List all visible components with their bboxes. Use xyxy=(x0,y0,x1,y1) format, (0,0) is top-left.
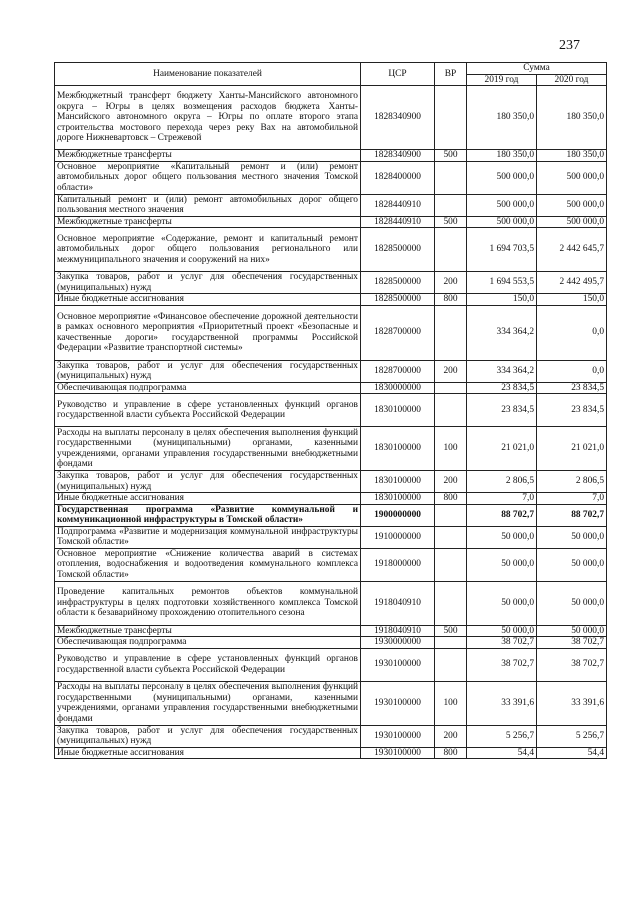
row-sum-2019: 21 021,0 xyxy=(467,427,537,471)
row-sum-2019: 50 000,0 xyxy=(467,625,537,637)
row-sum-2020: 2 442 495,7 xyxy=(537,272,607,294)
table-row xyxy=(55,504,607,526)
row-sum-2020: 23 834,5 xyxy=(537,382,607,394)
table-row xyxy=(55,360,607,382)
row-vr: 800 xyxy=(435,493,467,505)
row-sum-2019: 50 000,0 xyxy=(467,548,537,581)
table-row xyxy=(55,194,607,216)
row-vr xyxy=(435,637,467,649)
row-vr xyxy=(435,228,467,272)
row-csr: 1830100000 xyxy=(361,493,435,505)
row-vr xyxy=(435,394,467,427)
row-sum-2019: 88 702,7 xyxy=(467,504,537,526)
row-sum-2020: 38 702,7 xyxy=(537,648,607,681)
row-vr: 800 xyxy=(435,294,467,306)
header-sum: Сумма xyxy=(467,63,607,75)
row-sum-2020: 5 256,7 xyxy=(537,725,607,747)
table-row xyxy=(55,637,607,649)
row-vr: 100 xyxy=(435,427,467,471)
table-row xyxy=(55,427,607,471)
table-row xyxy=(55,681,607,725)
row-sum-2020: 50 000,0 xyxy=(537,625,607,637)
row-name: Закупка товаров, работ и услуг для обеспечения государственных (муниципальных) нужд xyxy=(55,360,361,382)
row-csr: 1828400000 xyxy=(361,161,435,194)
row-csr: 1930100000 xyxy=(361,681,435,725)
row-csr: 1930100000 xyxy=(361,747,435,759)
row-sum-2020: 500 000,0 xyxy=(537,194,607,216)
row-sum-2019: 38 702,7 xyxy=(467,637,537,649)
row-csr: 1828500000 xyxy=(361,294,435,306)
row-sum-2019: 500 000,0 xyxy=(467,216,537,228)
row-name: Проведение капитальных ремонтов объектов коммунальной инфраструктуры в целях подготовки хозяйственного комплекса Томской области к безаварийному прохождению отопительного сезона xyxy=(55,581,361,625)
row-sum-2020: 2 442 645,7 xyxy=(537,228,607,272)
row-sum-2019: 2 806,5 xyxy=(467,471,537,493)
table-row xyxy=(55,272,607,294)
table-row xyxy=(55,747,607,759)
row-name: Обеспечивающая подпрограмма xyxy=(55,637,361,649)
row-name: Основное мероприятие «Снижение количества аварий в системах отопления, водоснабжения и водоотведения коммунального комплекса Томской области» xyxy=(55,548,361,581)
budget-table xyxy=(54,62,607,759)
row-sum-2019: 150,0 xyxy=(467,294,537,306)
row-name: Расходы на выплаты персоналу в целях обеспечения выполнения функций государственными (муниципальными) органами, казенными учреждениями, органами управления государственными внебюджетными фондами xyxy=(55,427,361,471)
row-csr: 1828340900 xyxy=(361,150,435,162)
table-row xyxy=(55,228,607,272)
row-vr: 500 xyxy=(435,625,467,637)
row-csr: 1830100000 xyxy=(361,471,435,493)
row-vr xyxy=(435,504,467,526)
row-sum-2019: 50 000,0 xyxy=(467,526,537,548)
row-csr: 1828700000 xyxy=(361,305,435,360)
row-sum-2020: 2 806,5 xyxy=(537,471,607,493)
table-row xyxy=(55,725,607,747)
table-row xyxy=(55,394,607,427)
row-csr: 1828700000 xyxy=(361,360,435,382)
row-name: Капитальный ремонт и (или) ремонт автомобильных дорог общего пользования местного значения xyxy=(55,194,361,216)
row-name: Основное мероприятие «Содержание, ремонт и капитальный ремонт автомобильных дорог общего пользования регионального или межмуниципального значения и сооружений на них» xyxy=(55,228,361,272)
row-sum-2019: 180 350,0 xyxy=(467,86,537,150)
row-csr: 1910000000 xyxy=(361,526,435,548)
row-sum-2020: 23 834,5 xyxy=(537,394,607,427)
table-row xyxy=(55,294,607,306)
row-name: Государственная программа «Развитие коммунальной и коммуникационной инфраструктуры в Томской области» xyxy=(55,504,361,526)
row-vr xyxy=(435,526,467,548)
row-sum-2020: 88 702,7 xyxy=(537,504,607,526)
row-sum-2019: 38 702,7 xyxy=(467,648,537,681)
row-sum-2019: 54,4 xyxy=(467,747,537,759)
row-csr: 1930100000 xyxy=(361,648,435,681)
row-vr xyxy=(435,86,467,150)
row-csr: 1828440910 xyxy=(361,194,435,216)
table-row xyxy=(55,526,607,548)
row-csr: 1828440910 xyxy=(361,216,435,228)
row-csr: 1900000000 xyxy=(361,504,435,526)
table-row xyxy=(55,625,607,637)
row-vr: 200 xyxy=(435,272,467,294)
table-row xyxy=(55,216,607,228)
row-csr: 1918000000 xyxy=(361,548,435,581)
table-row xyxy=(55,86,607,150)
table-row xyxy=(55,471,607,493)
row-name: Иные бюджетные ассигнования xyxy=(55,493,361,505)
row-sum-2020: 0,0 xyxy=(537,360,607,382)
row-csr: 1918040910 xyxy=(361,625,435,637)
row-vr xyxy=(435,548,467,581)
row-name: Закупка товаров, работ и услуг для обеспечения государственных (муниципальных) нужд xyxy=(55,725,361,747)
row-csr: 1828500000 xyxy=(361,228,435,272)
row-csr: 1830100000 xyxy=(361,427,435,471)
header-year-2019: 2019 год xyxy=(467,74,537,86)
row-csr: 1828500000 xyxy=(361,272,435,294)
row-name: Руководство и управление в сфере установленных функций органов государственной власти субъекта Российской Федерации xyxy=(55,648,361,681)
row-name: Расходы на выплаты персоналу в целях обеспечения выполнения функций государственными (муниципальными) органами, казенными учреждениями, органами управления государственными внебюджетными фондами xyxy=(55,681,361,725)
row-sum-2019: 50 000,0 xyxy=(467,581,537,625)
row-vr: 800 xyxy=(435,747,467,759)
row-name: Основное мероприятие «Финансовое обеспечение дорожной деятельности в рамках основного мероприятия «Приоритетный проект «Безопасные и качественные дороги» государственной программы Российской Федерации «Развитие транспортной системы» xyxy=(55,305,361,360)
row-csr: 1828340900 xyxy=(361,86,435,150)
table-row xyxy=(55,648,607,681)
row-sum-2019: 1 694 703,5 xyxy=(467,228,537,272)
row-sum-2020: 54,4 xyxy=(537,747,607,759)
row-vr: 500 xyxy=(435,216,467,228)
row-sum-2019: 33 391,6 xyxy=(467,681,537,725)
row-vr: 200 xyxy=(435,360,467,382)
table-row xyxy=(55,150,607,162)
row-sum-2020: 50 000,0 xyxy=(537,581,607,625)
row-vr: 500 xyxy=(435,150,467,162)
row-name: Межбюджетные трансферты xyxy=(55,216,361,228)
row-name: Межбюджетный трансферт бюджету Ханты-Мансийского автономного округа – Югры в целях возмещения расходов бюджета Ханты-Мансийского автономного округа – Югры по оплате второго этапа строительства мостового перехода через реку Вах на автомобильной дороге Нижневартовск – Стрежевой xyxy=(55,86,361,150)
header-vr: ВР xyxy=(435,63,467,86)
row-vr xyxy=(435,161,467,194)
row-sum-2019: 7,0 xyxy=(467,493,537,505)
row-sum-2019: 500 000,0 xyxy=(467,194,537,216)
row-sum-2020: 7,0 xyxy=(537,493,607,505)
table-body xyxy=(55,86,607,759)
row-name: Основное мероприятие «Капитальный ремонт и (или) ремонт автомобильных дорог общего пользования местного значения Томской области» xyxy=(55,161,361,194)
row-sum-2019: 23 834,5 xyxy=(467,382,537,394)
row-sum-2020: 180 350,0 xyxy=(537,86,607,150)
row-sum-2019: 23 834,5 xyxy=(467,394,537,427)
table-row xyxy=(55,493,607,505)
row-name: Закупка товаров, работ и услуг для обеспечения государственных (муниципальных) нужд xyxy=(55,471,361,493)
row-vr xyxy=(435,648,467,681)
row-sum-2020: 21 021,0 xyxy=(537,427,607,471)
table-row xyxy=(55,382,607,394)
header-csr: ЦСР xyxy=(361,63,435,86)
row-name: Межбюджетные трансферты xyxy=(55,625,361,637)
row-sum-2019: 500 000,0 xyxy=(467,161,537,194)
row-sum-2019: 334 364,2 xyxy=(467,305,537,360)
row-sum-2020: 150,0 xyxy=(537,294,607,306)
row-sum-2020: 50 000,0 xyxy=(537,548,607,581)
row-csr: 1830000000 xyxy=(361,382,435,394)
table-header xyxy=(55,63,607,86)
row-sum-2020: 38 702,7 xyxy=(537,637,607,649)
row-csr: 1930000000 xyxy=(361,637,435,649)
row-sum-2020: 0,0 xyxy=(537,305,607,360)
row-name: Иные бюджетные ассигнования xyxy=(55,294,361,306)
row-vr xyxy=(435,581,467,625)
header-name: Наименование показателей xyxy=(55,63,361,86)
row-name: Иные бюджетные ассигнования xyxy=(55,747,361,759)
row-name: Руководство и управление в сфере установленных функций органов государственной власти субъекта Российской Федерации xyxy=(55,394,361,427)
row-sum-2020: 500 000,0 xyxy=(537,216,607,228)
row-vr xyxy=(435,382,467,394)
row-sum-2019: 5 256,7 xyxy=(467,725,537,747)
row-sum-2019: 180 350,0 xyxy=(467,150,537,162)
header-year-2020: 2020 год xyxy=(537,74,607,86)
table-row xyxy=(55,548,607,581)
row-vr xyxy=(435,194,467,216)
row-name: Обеспечивающая подпрограмма xyxy=(55,382,361,394)
row-csr: 1830100000 xyxy=(361,394,435,427)
row-sum-2020: 50 000,0 xyxy=(537,526,607,548)
row-name: Закупка товаров, работ и услуг для обеспечения государственных (муниципальных) нужд xyxy=(55,272,361,294)
row-sum-2019: 334 364,2 xyxy=(467,360,537,382)
row-csr: 1918040910 xyxy=(361,581,435,625)
row-sum-2019: 1 694 553,5 xyxy=(467,272,537,294)
row-sum-2020: 33 391,6 xyxy=(537,681,607,725)
row-csr: 1930100000 xyxy=(361,725,435,747)
table-row xyxy=(55,305,607,360)
row-sum-2020: 500 000,0 xyxy=(537,161,607,194)
table-row xyxy=(55,161,607,194)
row-vr: 200 xyxy=(435,471,467,493)
row-vr xyxy=(435,305,467,360)
row-sum-2020: 180 350,0 xyxy=(537,150,607,162)
table-row xyxy=(55,581,607,625)
row-vr: 100 xyxy=(435,681,467,725)
row-name: Межбюджетные трансферты xyxy=(55,150,361,162)
row-vr: 200 xyxy=(435,725,467,747)
row-name: Подпрограмма «Развитие и модернизация коммунальной инфраструктуры Томской области» xyxy=(55,526,361,548)
page-number: 237 xyxy=(559,38,580,53)
